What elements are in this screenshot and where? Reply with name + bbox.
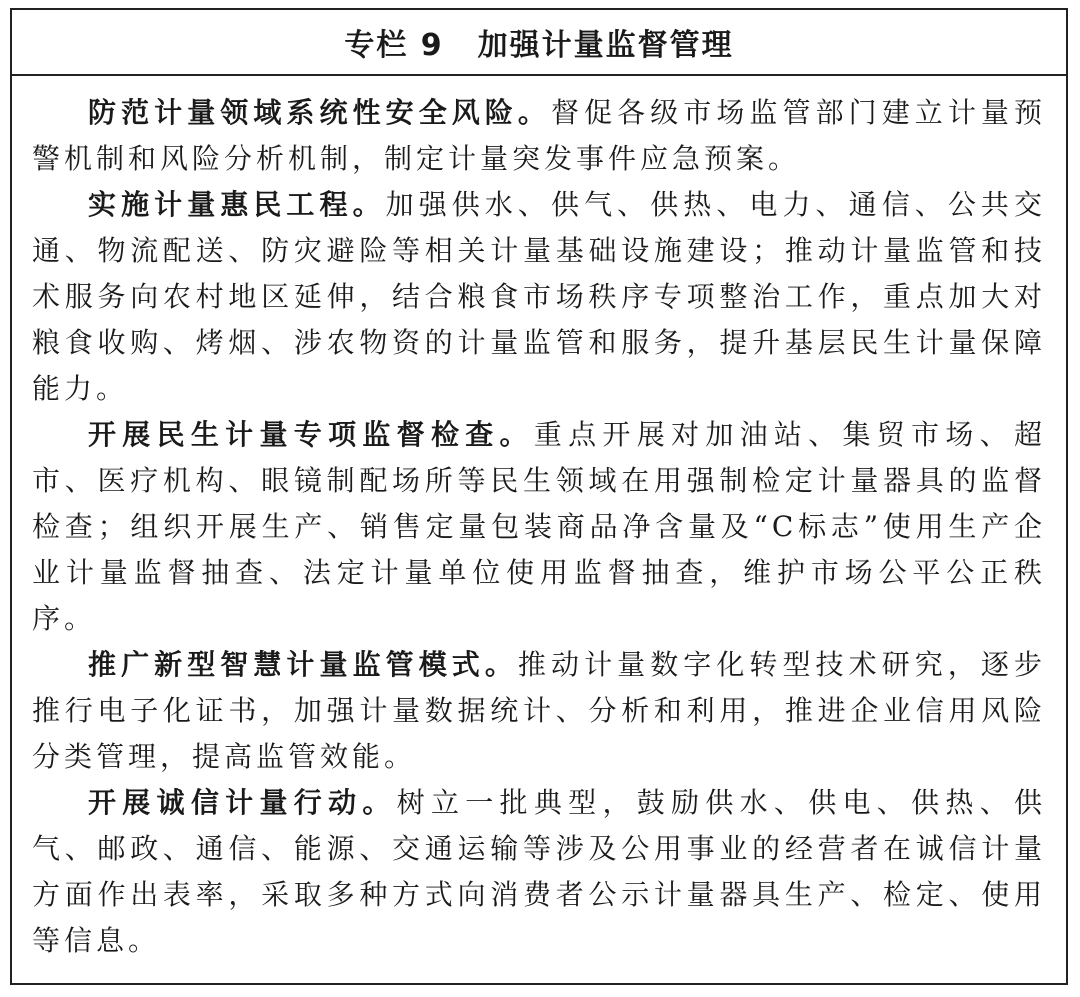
paragraph-lead: 防范计量领域系统性安全风险。 (88, 96, 551, 129)
paragraph-body: 重点开展对加油站、集贸市场、超市、医疗机构、眼镜制配场所等民生领域在用强制检定计量器具的监督检查；组织开展生产、销售定量包装商品净含量及“C标志”使用生产企业计量监督抽查、法定计量单位使用监督抽查，维护市场公平公正秩序。 (32, 418, 1046, 635)
column-number: 专栏 9 (344, 28, 444, 63)
paragraph-lead: 开展民生计量专项监督检查。 (88, 418, 534, 451)
paragraph-body: 加强供水、供气、供热、电力、通信、公共交通、物流配送、防灾避险等相关计量基础设施建设；推动计量监管和技术服务向农村地区延伸，结合粮食市场秩序专项整治工作，重点加大对粮食收购、烤烟、涉农物资的计量监管和服务，提升基层民生计量保障能力。 (32, 188, 1046, 405)
paragraph-special-inspection (32, 412, 1046, 642)
paragraph-lead: 开展诚信计量行动。 (88, 786, 397, 819)
paragraph-body: 树立一批典型，鼓励供水、供电、供热、供气、邮政、通信、能源、交通运输等涉及公用事业的经营者在诚信计量方面作出表率，采取多种方式向消费者公示计量器具生产、检定、使用等信息。 (32, 786, 1046, 957)
paragraph-public-benefit (32, 182, 1046, 412)
paragraph-body: 推动计量数字化转型技术研究，逐步推行电子化证书，加强计量数据统计、分析和利用，推进企业信用风险分类管理，提高监管效能。 (32, 648, 1046, 773)
paragraph-lead: 推广新型智慧计量监管模式。 (88, 648, 518, 681)
column-header (12, 10, 1066, 76)
paragraph-lead: 实施计量惠民工程。 (88, 188, 386, 221)
column-title: 加强计量监督管理 (477, 28, 734, 63)
paragraph-risk-prevention (32, 90, 1046, 182)
paragraph-integrity-action (32, 780, 1046, 964)
column-box (10, 8, 1068, 985)
paragraph-body: 督促各级市场监管部门建立计量预警机制和风险分析机制，制定计量突发事件应急预案。 (32, 96, 1046, 175)
column-content (12, 76, 1066, 964)
paragraph-smart-supervision (32, 642, 1046, 780)
